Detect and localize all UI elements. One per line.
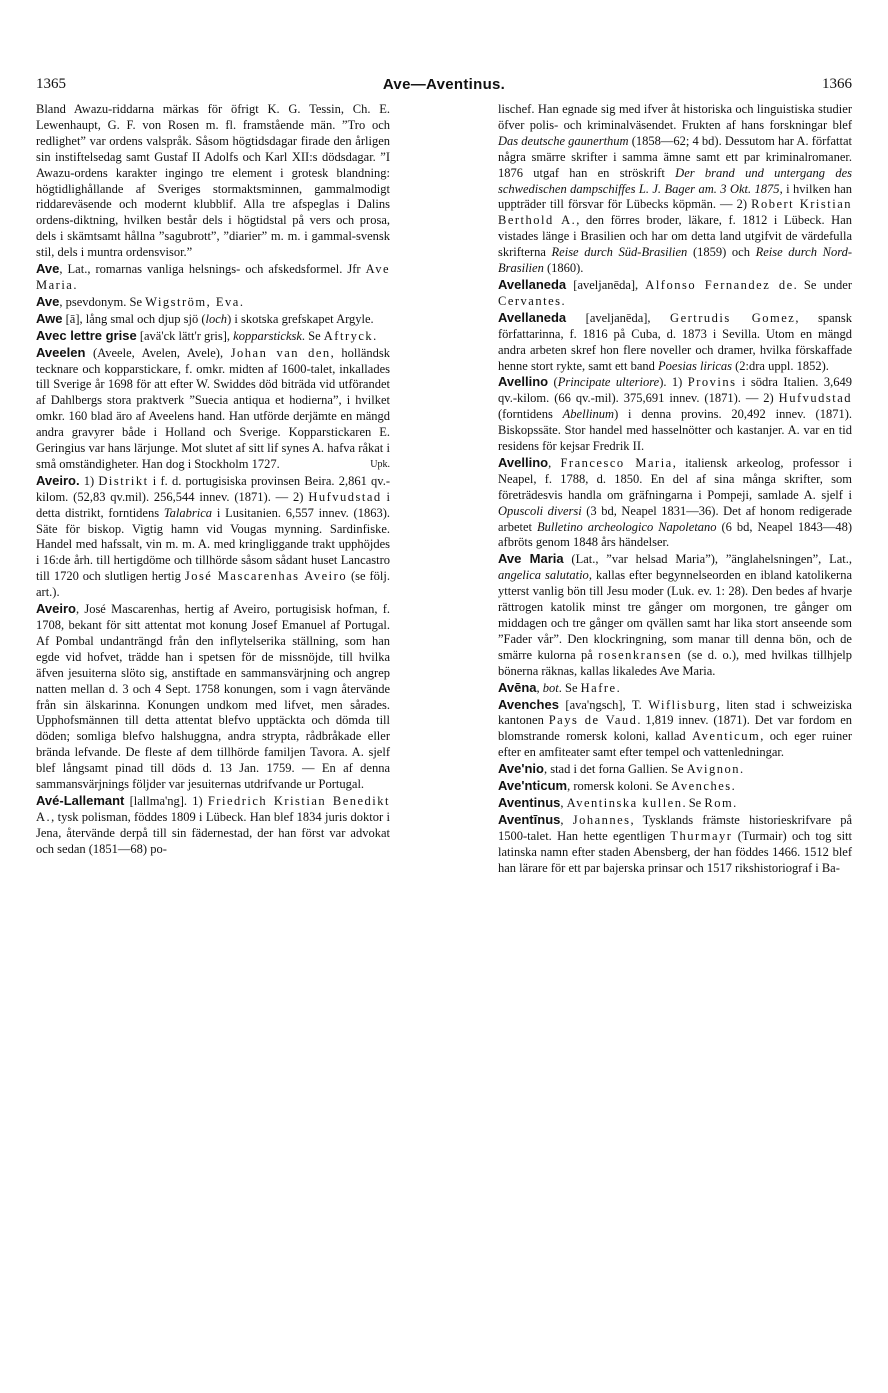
dictionary-entry bbox=[498, 102, 852, 277]
entry-text: Rom bbox=[704, 795, 734, 810]
entry-text: (2:dra uppl. 1852). bbox=[732, 358, 829, 373]
entry-text: Gertrudis Gomez bbox=[670, 310, 796, 325]
entry-text: , romersk koloni. Se bbox=[567, 779, 672, 794]
dictionary-entry bbox=[36, 601, 390, 793]
dictionary-entry bbox=[36, 345, 390, 473]
entry-text: Aftryck bbox=[323, 328, 374, 343]
entry-text: Avignon bbox=[686, 762, 740, 777]
entry-text: . bbox=[373, 328, 377, 343]
entry-text: , liten stad i schweiziska kantonen bbox=[498, 697, 852, 728]
entry-text: . bbox=[739, 762, 744, 777]
dictionary-entry bbox=[498, 697, 852, 762]
entry-text: Hufvudstad bbox=[308, 489, 382, 504]
entry-headword: Ave'nticum bbox=[498, 778, 568, 794]
entry-headword: Avec lettre grise bbox=[36, 327, 137, 343]
entry-text: , bbox=[548, 455, 561, 470]
entry-headword: Ave Maria bbox=[498, 551, 564, 567]
dictionary-entry bbox=[36, 473, 390, 601]
dictionary-entry bbox=[36, 328, 390, 345]
dictionary-entry bbox=[498, 761, 852, 778]
dictionary-entry bbox=[498, 778, 852, 795]
entry-headword: Aveelen bbox=[36, 344, 86, 360]
entry-headword: Avellino bbox=[498, 374, 549, 390]
dictionary-entry bbox=[36, 793, 390, 858]
entry-text: Der brand und untergang des schwedischen dampschiffes L. J. Bager am. 3 Okt. 1875 bbox=[498, 165, 853, 196]
entry-headword: Avellaneda bbox=[498, 276, 567, 292]
entry-text: , José Mascarenhas, hertig af Aveiro, portugisisk hofman, f. 1708, bekant för sitt attentat mot konung Josef Emanuel af Portugal. Af Pombal undanträngd från den inflytelserika ställning, som han egde vid hofvet, trädde han i spetsen för de missnöjde, till hvilka äfven jesuiterna slöto sig, anstiftade en sammansvärjning och angrep natten mellan d. 3 och 4 Sept. 1758 konungen, som i vagn återvände från sin älskarinna. Konungen undkom med lifvet, men sårades. Upphofsmännen till detta attentat blefvo upptäckta och dömda till döden; somliga blefvo halshuggna, andra strypta, rådbråkade eller brända lefvande. De fleste af dem tillhörde familjen Tavora. A. sjelf blef långsamt pinad till döds d. 13 Jan. 1759. — En af denna sammansvärjnings följder var jesuiternas utdrifvande ur Portugal. bbox=[36, 602, 390, 792]
entry-text: (1859) och bbox=[687, 245, 756, 260]
entry-headword: Avēna bbox=[498, 679, 537, 695]
entry-text: Principate ulteriore bbox=[557, 375, 660, 390]
entry-text: (6 bd, Neapel 1843—48) afbröts genom 1848 års händelser. bbox=[498, 519, 852, 550]
dictionary-entry bbox=[498, 680, 852, 697]
entry-text: Hufvudstad bbox=[778, 391, 852, 406]
entry-text: . Se bbox=[558, 680, 581, 695]
entry-text: i f. d. portugisiska provinsen Beira. 2,861 qv.-kilom. (52,83 qv.mil). 256,544 innev. (1871). — 2) bbox=[36, 473, 390, 504]
entry-text: , bbox=[560, 812, 573, 827]
entry-text: . Se bbox=[301, 328, 324, 343]
dictionary-entry bbox=[36, 294, 390, 311]
entry-text: Friedrich Kristian Benedikt A. bbox=[36, 793, 390, 824]
entry-text: Distrikt bbox=[98, 473, 149, 488]
entry-headword: Aventinus bbox=[498, 794, 561, 810]
left-page-number: 1365 bbox=[36, 75, 66, 92]
entry-headword: Avé-Lallemant bbox=[36, 792, 125, 808]
entry-text: Avenches bbox=[671, 779, 732, 794]
entry-text: , och eger ruiner efter en amfiteater samt efter tempel och vattenledningar. bbox=[498, 729, 852, 760]
entry-text: Wiflisburg bbox=[648, 697, 717, 712]
entry-headword: Avenches bbox=[498, 696, 559, 712]
entry-headword: Awe bbox=[36, 310, 63, 326]
entry-text: , stad i det forna Gallien. Se bbox=[543, 762, 687, 777]
entry-text: i Lusitanien. 6,557 innev. (1863). Säte för biskop. Vigtig hamn vid Vougas mynning. Sardinfiske. Handel med hafssalt, vin m. m. A. med kringliggande trakt upphöjdes i 16:de årh. till hertigdöme och tillhörde såsom sådant huset Lancastro till 1720 och slutligen hertig bbox=[36, 505, 390, 584]
entry-text: . bbox=[733, 795, 737, 810]
entry-text: Alfonso Fernandez de bbox=[645, 277, 794, 292]
entry-headword: Aveiro bbox=[36, 601, 76, 617]
entry-text: . Se under bbox=[793, 277, 852, 292]
entry-text: , tysk polisman, föddes 1809 i Lübeck. Han blef 1834 juris doktor i Jena, återvände derpå till sin fädernestad, der han först var advokat och sedan (1851—68) po- bbox=[36, 809, 390, 856]
entry-text: , bbox=[560, 795, 567, 810]
entry-headword: Ave bbox=[36, 261, 60, 277]
entry-text: , i hvilken han uppträder till försvar för Lübecks köpmän. — 2) bbox=[498, 181, 852, 212]
entry-text: . bbox=[73, 277, 77, 292]
dictionary-entry bbox=[498, 795, 852, 812]
entry-text: ). 1) bbox=[659, 375, 688, 390]
text-columns bbox=[36, 102, 852, 1364]
entry-text: 1) bbox=[79, 473, 99, 488]
entry-text: , kallas efter begynnelseorden en ibland katolikerna ytterst vanlig bön till Jesu moder (Luk. ev. 1: 28). Den bedes af hvarje rättrogen katolik minst tre gånger om morgonen, tre gånger om middagen och tre gånger om qvällen samt har lika stort anseende som ”Fader vår”. Den klockringning, som manar till denna bön, och de smärre kulorna på bbox=[498, 568, 852, 662]
entry-text: (se följ. art.). bbox=[36, 569, 391, 600]
entry-text: loch bbox=[205, 311, 228, 326]
entry-text: Das deutsche gaunerthum bbox=[498, 133, 629, 148]
entry-headword: Avellino bbox=[498, 454, 549, 470]
entry-text: , bbox=[536, 680, 543, 695]
entry-text: [aveljanēda], bbox=[566, 277, 646, 292]
entry-text: i södra Italien. 3,649 qv.-kilom. (66 qv.-mil). 375,691 innev. (1871). — 2) bbox=[498, 375, 852, 406]
entry-text: , den förres broder, läkare, f. 1812 i Lübeck. Han vistades länge i Brasilien och har om detta land utgifvit de värdefulla skrifterna bbox=[498, 213, 852, 260]
entry-text: rosenkransen bbox=[598, 647, 683, 662]
entry-headword: Aveiro. bbox=[36, 472, 80, 488]
dictionary-entry bbox=[498, 310, 852, 375]
right-column bbox=[498, 102, 852, 1364]
left-column bbox=[36, 102, 390, 1364]
dictionary-entry bbox=[36, 261, 390, 294]
entry-text: lischef. Han egnade sig med ifver åt historiska och linguistiska studier öfver polis- och kriminalväsendet. Frukten af hans forskningar blef bbox=[498, 102, 852, 132]
entry-text: (1860). bbox=[543, 261, 584, 276]
entry-text: . bbox=[239, 294, 243, 309]
entry-text: angelica salutatio bbox=[498, 568, 589, 583]
dictionary-entry bbox=[498, 455, 852, 551]
entry-text: Reise durch Süd-Brasilien bbox=[551, 245, 688, 260]
entry-text: Thurmayr bbox=[670, 828, 733, 843]
entry-text: ) i denna provins. 20,492 innev. (1871). Biskopssäte. Stor handel med hasselnötter och kastanjer. A. var en tid residens för kejsar Fredrik II. bbox=[498, 407, 852, 454]
entry-text: . bbox=[616, 680, 620, 695]
entry-text: . bbox=[561, 293, 565, 308]
running-head: Ave—Aventinus. bbox=[382, 75, 506, 93]
author-signature: Upk. bbox=[370, 458, 390, 470]
entry-text: Provins bbox=[687, 375, 737, 390]
dictionary-entry bbox=[36, 102, 390, 261]
entry-text: Bland Awazu-riddarna märkas för öfrigt K. G. Tessin, Ch. E. Lewenhaupt, G. F. von Rosen m. fl. framstående män. ”Tro och redlighet” var ordens valspråk. Såsom högtidsdagar firade den årligen sin instiftelsedag samt Gustaf II Adolfs och Karl XII:s dödsdagar. ”I Awazu-ordens karakter ingingo tre element i grotesk blandning: högtidlighållande af Sveriges stormaktsminnen, gammalmodigt riddareväsende och modernt klubblif. Alla tre afspeglas i Dalins ordens-diktning, hvilken består dels i högtidstal på vers och prosa, dels i skämtsamt hållna ”sagubrott”, ”diarier” m. m. i gammal-svensk stil, dels i muntra ordensvisor.” bbox=[36, 102, 390, 260]
entry-text: Johannes bbox=[572, 812, 631, 827]
entry-text: Johan van den bbox=[230, 345, 331, 360]
entry-text: Aventinska kullen bbox=[566, 795, 683, 810]
entry-headword: Ave bbox=[36, 293, 60, 309]
entry-text: (Lat., ”var helsad Maria”), ”änglahelsningen”, Lat., bbox=[563, 552, 853, 567]
entry-text: Opuscoli diversi bbox=[498, 503, 582, 518]
entry-text: ( bbox=[548, 375, 558, 390]
entry-text: ) i skotska grefskapet Argyle. bbox=[227, 311, 374, 326]
dictionary-entry bbox=[498, 551, 852, 679]
entry-headword: Ave'nio bbox=[498, 761, 544, 777]
entry-text: (3 bd, Neapel 1831—36). Det af honom redigerade arbetet bbox=[498, 503, 852, 534]
entry-text: [ā], lång smal och djup sjö ( bbox=[62, 311, 206, 326]
dictionary-entry bbox=[36, 311, 390, 328]
right-page-number: 1366 bbox=[822, 75, 852, 92]
entry-text: [lallma'ng]. 1) bbox=[124, 793, 208, 808]
entry-text: (Turmair) och tog sitt latinska namn efter staden Abensberg, der han föddes 1466. 1512 blef han lärare för ett par bajerska prinsar och 1517 rikshistoriograf i Ba- bbox=[498, 828, 852, 875]
entry-text: [avä'ck lätt'r gris], bbox=[136, 328, 234, 343]
dictionary-entry bbox=[498, 277, 852, 310]
entry-text: , spansk författarinna, f. 1816 på Cuba, d. 1873 i Sevilla. Utom en mängd andra arbeten skref hon flere noveller och dramer, hvilka förskaffade henne stort rykte, samt ett band bbox=[498, 310, 853, 373]
entry-text: Aventicum bbox=[692, 729, 761, 744]
entry-text: (forntidens bbox=[498, 407, 563, 422]
entry-text: Reise durch Nord-Brasilien bbox=[498, 245, 853, 276]
entry-text: Francesco Maria bbox=[560, 455, 673, 470]
entry-text: Talabrica bbox=[163, 505, 213, 520]
entry-text: , holländsk tecknare och kopparstickare, f. omkr. midten af 1600-talet, inkallades till Sverige år 1698 för att efter W. Swiddes död biträda vid utförandet af Dahlbergs stora praktverk ”Suecia antiqua et hodierna”, i hvilket omkr. 160 blad äro af Aveelens hand. Han utförde derjämte en mängd andra gravyrer både i Holland och Sverige. Kopparstickaren E. Geringius var hans lärjunge. Mot slutet af sitt lif synes A. hafva råkat i små omständigheter. Han dog i Stockholm 1727. bbox=[36, 345, 390, 471]
entry-text: , italiensk arkeolog, professor i Neapel, f. 1788, d. 1850. En del af sina många skrifter, som företrädesvis handla om gräfningarna i Pompeji, samlade A. sjelf i bbox=[498, 455, 853, 502]
entry-text: (se d. o.), med hvilkas tillhjelp bönerna räknas, kallas likaledes Ave Maria. bbox=[498, 647, 852, 678]
entry-text: , Lat., romarnas vanliga helsnings- och afskedsformel. Jfr bbox=[59, 262, 366, 277]
page-header bbox=[36, 72, 852, 96]
entry-text: (1858—62; 4 bd). Dessutom har A. författat några smärre skrifter i samma ämne samt ett par kriminalromaner. 1876 utgaf han en ströskrift bbox=[498, 133, 852, 180]
entry-text: Cervantes bbox=[498, 293, 562, 308]
entry-text: . 1,819 innev. (1871). Det var fordom en blomstrande romersk koloni, kallad bbox=[498, 713, 852, 744]
entry-text: Bulletino archeologico Napoletano bbox=[536, 519, 717, 534]
entry-headword: Aventīnus bbox=[498, 811, 561, 827]
entry-text: i detta distrikt, forntidens bbox=[36, 489, 390, 520]
entry-headword: Avellaneda bbox=[498, 309, 567, 325]
entry-text: Robert Kristian Berthold A. bbox=[498, 197, 853, 228]
entry-text: (Aveele, Avelen, Avele), bbox=[85, 345, 231, 360]
entry-text: Pays de Vaud bbox=[548, 713, 638, 728]
entry-text: , psevdonym. Se bbox=[59, 294, 146, 309]
entry-text: bot bbox=[542, 680, 559, 695]
entry-text: Abellinum bbox=[562, 407, 615, 422]
entry-text: , Tysklands främste historieskrifvare på 1500-talet. Han hette egentligen bbox=[498, 812, 853, 843]
entry-text: . Se bbox=[682, 795, 705, 810]
entry-text: kopparsticksk bbox=[233, 328, 302, 343]
entry-text: [ava'ngsch], T. bbox=[558, 697, 649, 712]
entry-text: Hafre bbox=[580, 680, 617, 695]
entry-text: Ave Maria bbox=[36, 262, 390, 292]
dictionary-entry bbox=[498, 812, 852, 877]
entry-text: [aveljanēda], bbox=[566, 310, 671, 325]
dictionary-entry bbox=[498, 374, 852, 455]
entry-text: Poesias liricas bbox=[658, 358, 732, 373]
entry-text: José Mascarenhas Aveiro bbox=[184, 569, 348, 584]
entry-text: . bbox=[731, 779, 735, 794]
entry-text: Wigström, Eva bbox=[145, 294, 240, 309]
